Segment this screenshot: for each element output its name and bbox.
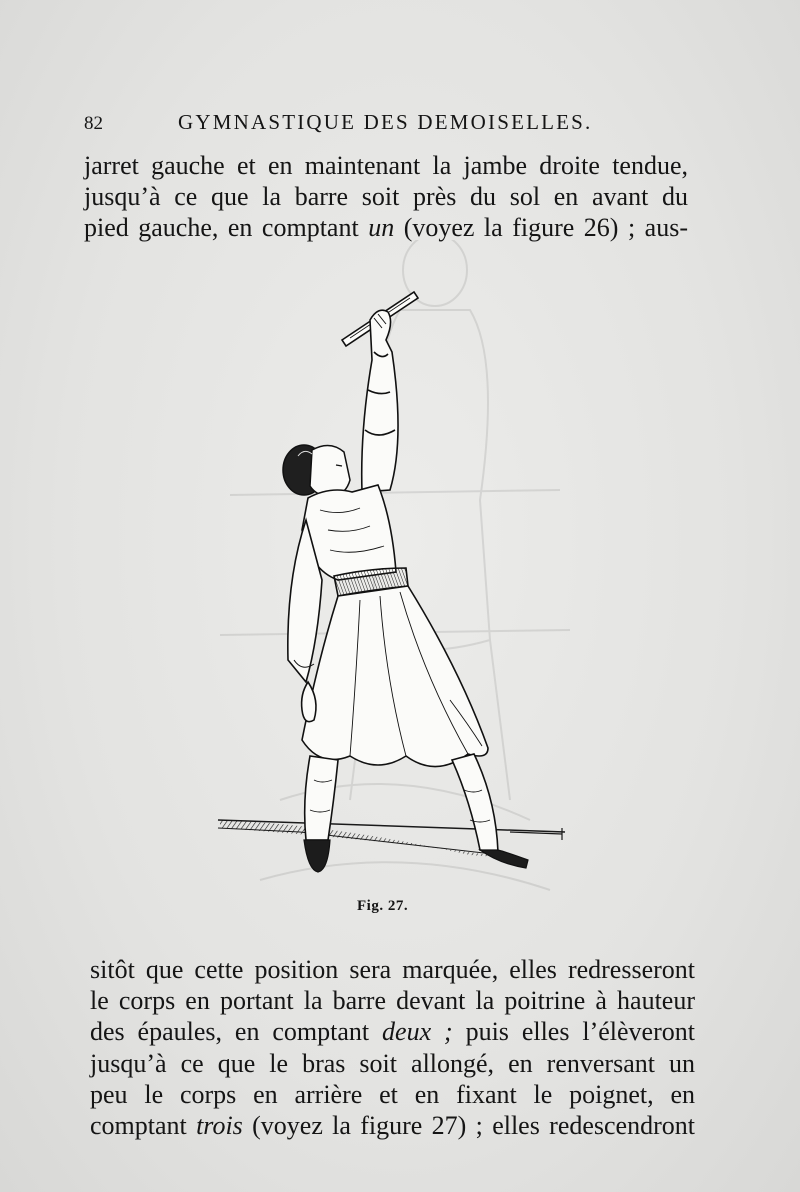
text-line: peu le corps en arrière et en fixant le poignet, en bbox=[90, 1079, 695, 1109]
bottom-paragraph bbox=[90, 954, 695, 1141]
italic-word: trois bbox=[196, 1111, 243, 1141]
raised-arm bbox=[362, 310, 398, 492]
top-paragraph bbox=[84, 150, 688, 244]
head bbox=[283, 445, 350, 496]
text-line: sitôt que cette position sera marquée, elles redresseront bbox=[90, 955, 695, 984]
page-number: 82 bbox=[84, 113, 103, 134]
torso-and-dress bbox=[302, 485, 488, 767]
text-run: (voyez la figure 26) ; aus- bbox=[394, 213, 688, 243]
text-run: (voyez la figure 27) ; elles redescendront bbox=[242, 1111, 695, 1141]
text-run: pied gauche, en comptant bbox=[84, 213, 369, 243]
text-line bbox=[90, 1110, 695, 1141]
text-line: jarret gauche et en maintenant la jambe droite tendue, bbox=[84, 151, 688, 180]
text-line bbox=[90, 1016, 695, 1047]
text-run: des épaules, en comptant bbox=[90, 1017, 383, 1047]
italic-word: deux ; bbox=[382, 1017, 453, 1047]
italic-word: un bbox=[368, 213, 395, 243]
running-title: GYMNASTIQUE DES DEMOISELLES. bbox=[178, 110, 593, 134]
gymnast-raising-bar-illustration bbox=[210, 280, 590, 880]
text-run: puis elles l’élèveront bbox=[452, 1017, 695, 1047]
text-line bbox=[84, 212, 688, 243]
text-line: jusqu’à ce que la barre soit près du sol en avant du bbox=[84, 182, 688, 212]
text-run: comptant bbox=[90, 1111, 197, 1141]
page-header bbox=[84, 110, 604, 138]
figure-caption: Fig. 27. bbox=[357, 898, 409, 914]
ground-shadow bbox=[218, 820, 565, 858]
legs bbox=[305, 754, 498, 852]
text-line: le corps en portant la barre devant la poitrine à hauteur bbox=[90, 986, 695, 1016]
text-line: jusqu’à ce que le bras soit allongé, en renversant un bbox=[90, 1048, 695, 1078]
